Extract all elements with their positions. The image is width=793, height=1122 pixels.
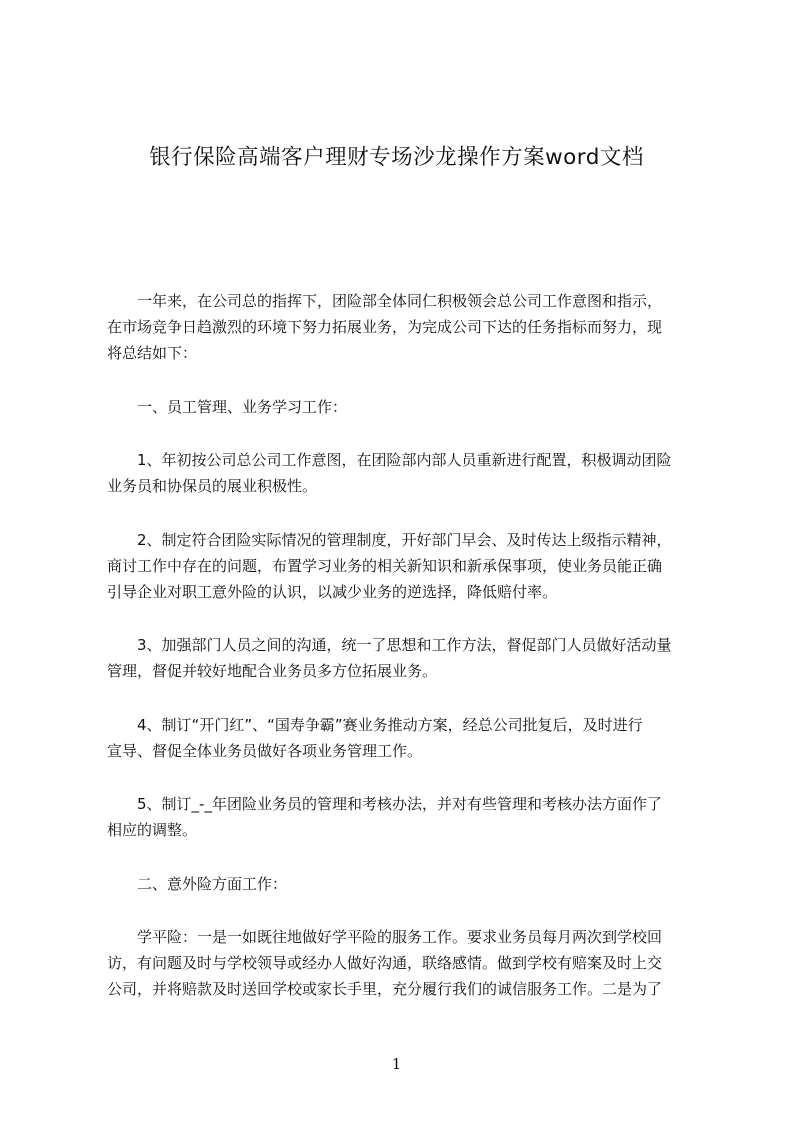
paragraph-line: 访，有问题及时与学校领导或经办人做好沟通，联络感情。做到学校有赔案及时上交 bbox=[107, 954, 663, 972]
paragraph-line: 4、制订“开门红”、“国寿争霸”赛业务推动方案，经总公司批复后，及时进行 bbox=[107, 715, 643, 734]
paragraph-line: 1、年初按公司总公司工作意图，在团险部内部人员重新进行配置，积极调动团险 bbox=[107, 451, 672, 469]
document-title: 银行保险高端客户理财专场沙龙操作方案word文档 bbox=[149, 145, 644, 170]
paragraph-line: 管理，督促并较好地配合业务员多方位拓展业务。 bbox=[107, 662, 438, 680]
document-body bbox=[107, 288, 711, 1002]
paragraph-line: 一年来，在公司总的指挥下，团险部全体同仁积极领会总公司工作意图和指示， bbox=[107, 292, 663, 310]
page-number: 1 bbox=[391, 1055, 402, 1073]
paragraph-line: 将总结如下： bbox=[107, 344, 198, 362]
paragraph-line: 在市场竞争日趋激烈的环境下努力拓展业务，为完成公司下达的任务指标而努力，现 bbox=[107, 318, 663, 336]
paragraph-line: 5、制订_-_年团险业务员的管理和考核办法，并对有些管理和考核办法方面作了 bbox=[107, 795, 662, 813]
section-heading: 二、意外险方面工作： bbox=[107, 874, 288, 893]
paragraph-line: 宣导、督促全体业务员做好各项业务管理工作。 bbox=[107, 741, 423, 760]
paragraph-line: 学平险：一是一如既往地做好学平险的服务工作。要求业务员每月两次到学校回 bbox=[107, 928, 663, 946]
paragraph-line: 引导企业对职工意外险的认识，以减少业务的逆选择，降低赔付率。 bbox=[107, 582, 558, 601]
paragraph-line: 相应的调整。 bbox=[107, 821, 198, 839]
paragraph-line: 业务员和协保员的展业积极性。 bbox=[107, 477, 318, 495]
paragraph-line: 公司，并将赔款及时送回学校或家长手里，充分履行我们的诚信服务工作。二是为了 bbox=[107, 980, 663, 998]
paragraph-line: 3、加强部门人员之间的沟通，统一了思想和工作方法，督促部门人员做好活动量 bbox=[107, 636, 672, 654]
section-heading: 一、员工管理、业务学习工作： bbox=[107, 397, 348, 416]
paragraph-line: 商讨工作中存在的问题，布置学习业务的相关新知识和新承保事项，使业务员能正确 bbox=[107, 556, 663, 575]
paragraph-line: 2、制定符合团险实际情况的管理制度，开好部门早会、及时传达上级指示精神， bbox=[107, 530, 672, 549]
